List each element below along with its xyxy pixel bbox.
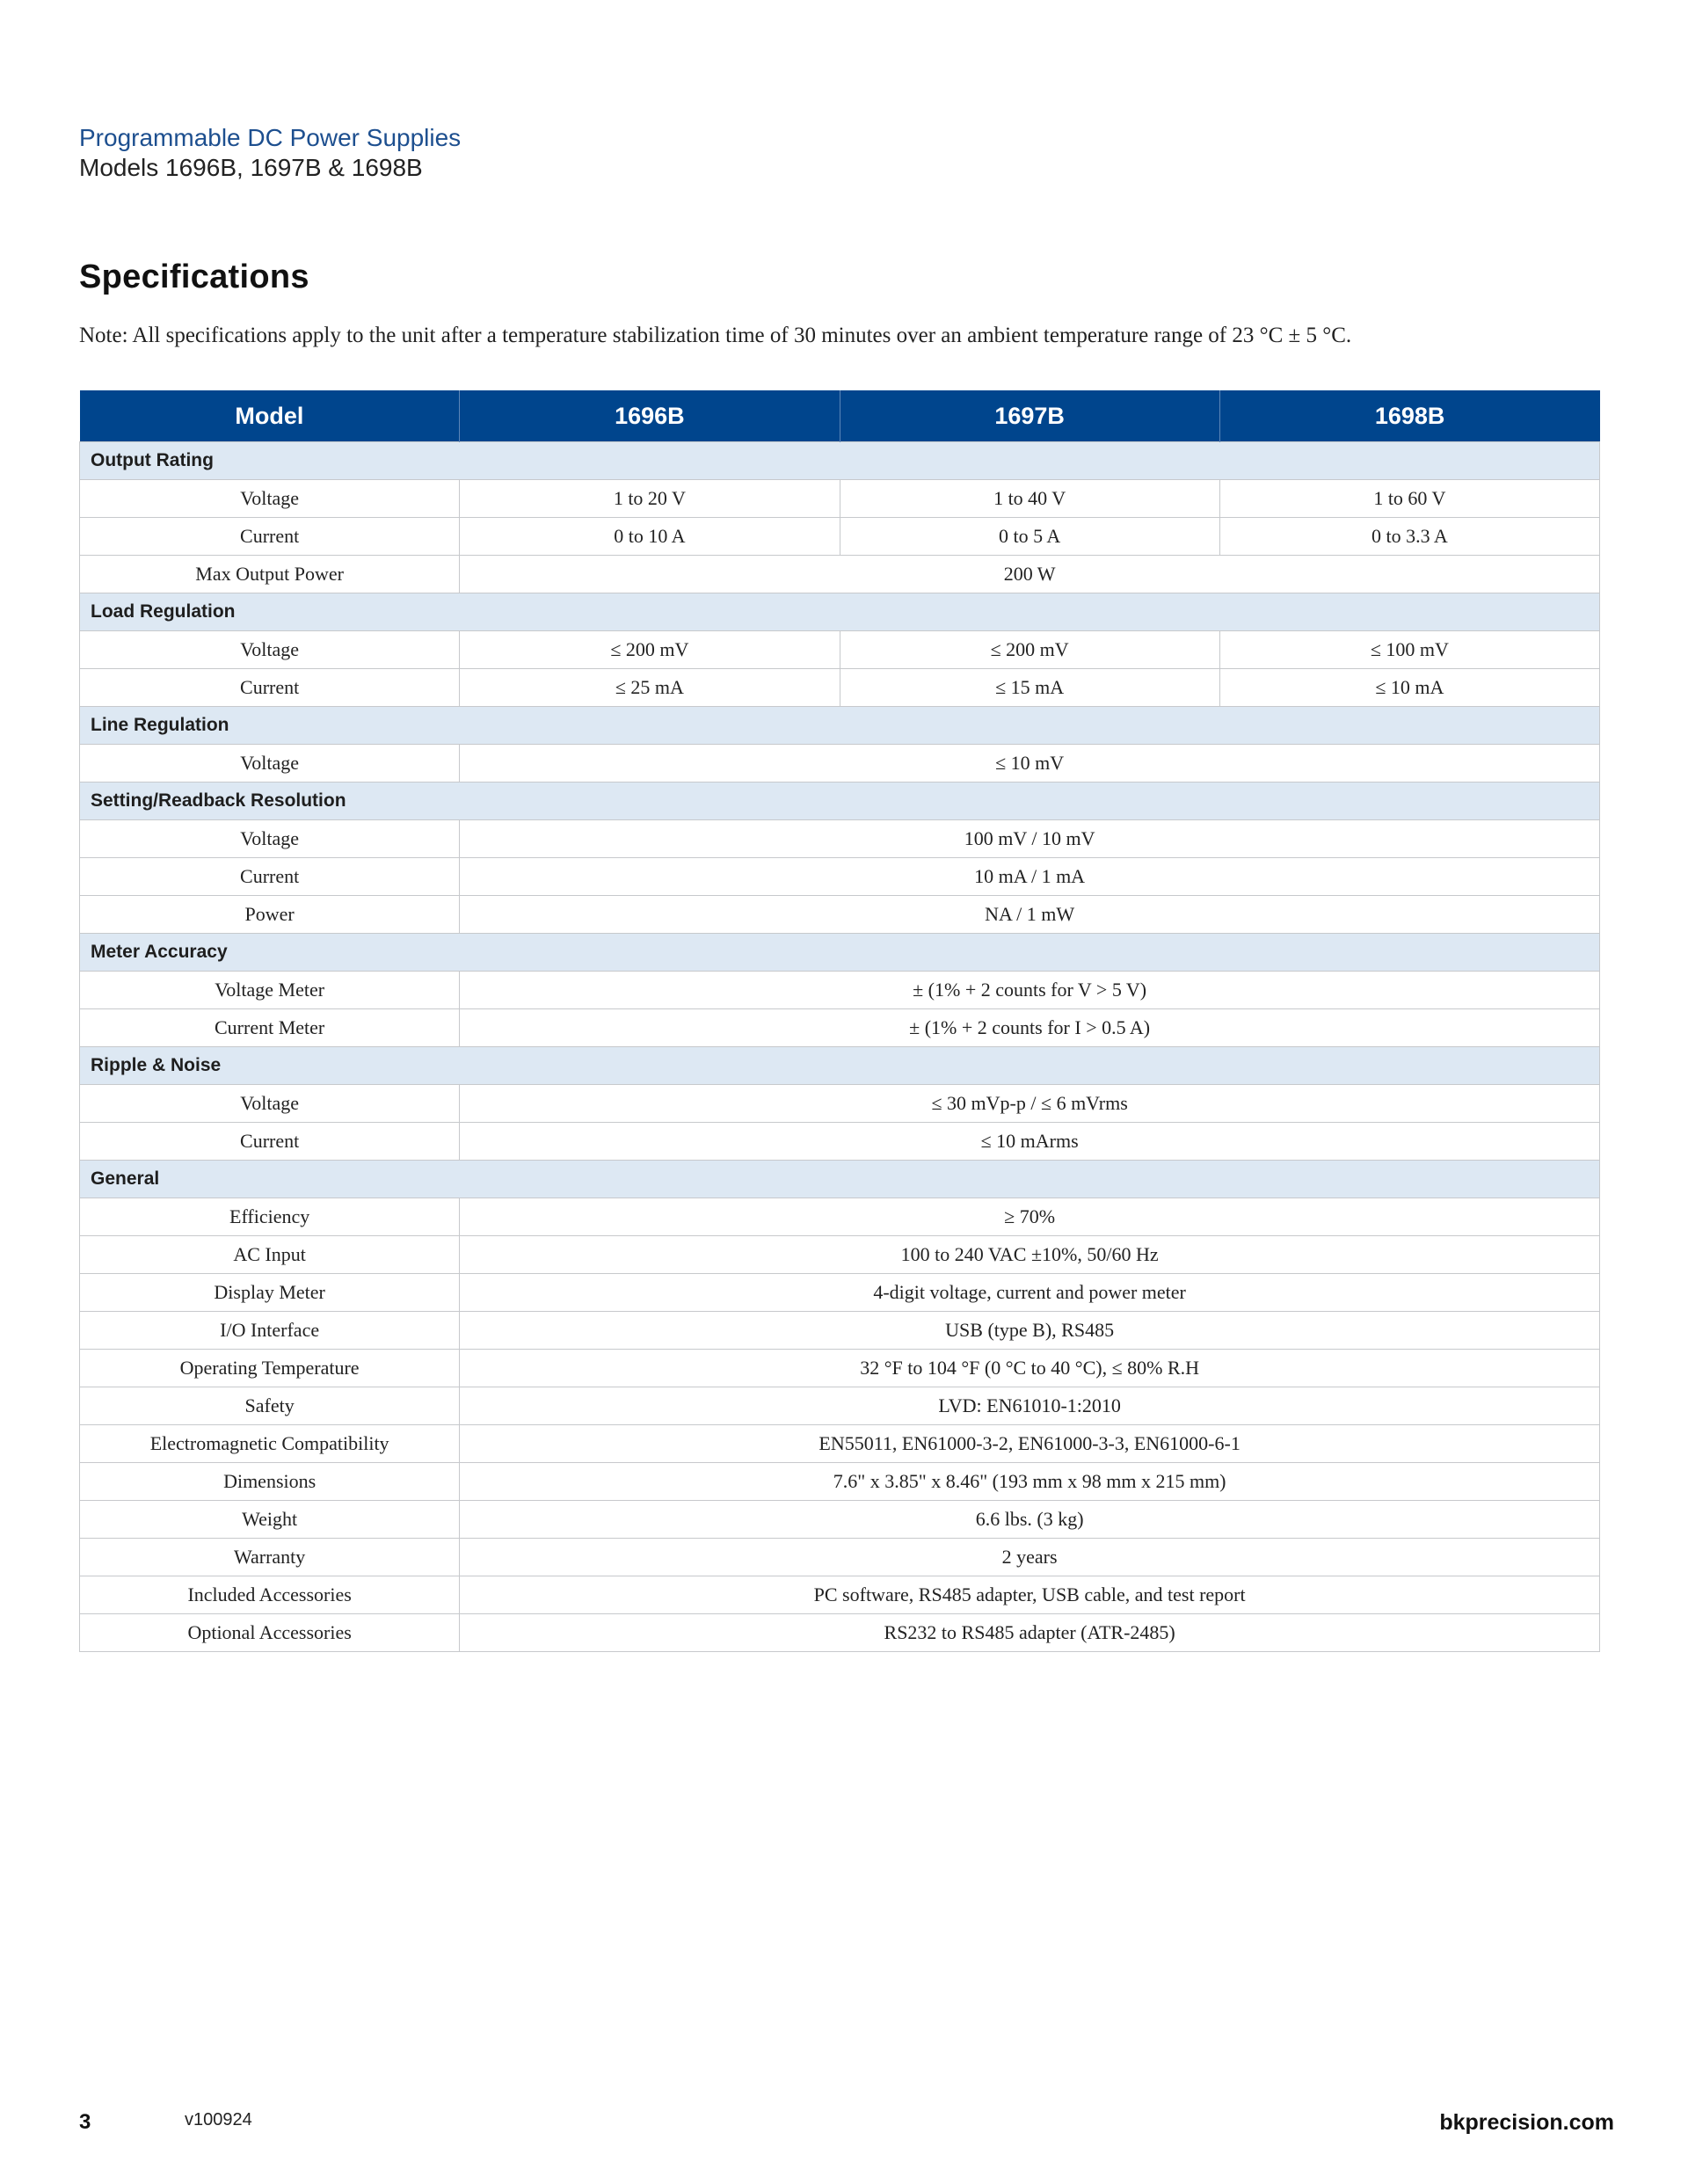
section-row xyxy=(80,1047,1600,1085)
spec-value: PC software, RS485 adapter, USB cable, and test report xyxy=(460,1576,1600,1614)
section-row xyxy=(80,1161,1600,1198)
spec-label: Current xyxy=(80,669,460,707)
spec-value: USB (type B), RS485 xyxy=(460,1312,1600,1350)
table-row xyxy=(80,896,1600,934)
page-title: Specifications xyxy=(79,258,309,295)
spec-value: 200 W xyxy=(460,556,1600,593)
spec-value: 6.6 lbs. (3 kg) xyxy=(460,1501,1600,1539)
spec-value: 32 °F to 104 °F (0 °C to 40 °C), ≤ 80% R.H xyxy=(460,1350,1600,1387)
spec-value: ≤ 25 mA xyxy=(460,669,840,707)
table-row xyxy=(80,1198,1600,1236)
column-header-1697b: 1697B xyxy=(840,390,1219,442)
page-number: 3 xyxy=(79,2110,91,2134)
spec-value: ≤ 200 mV xyxy=(460,631,840,669)
spec-value: LVD: EN61010-1:2010 xyxy=(460,1387,1600,1425)
spec-label: Current xyxy=(80,1123,460,1161)
spec-value: ≤ 200 mV xyxy=(840,631,1219,669)
section-row xyxy=(80,707,1600,745)
table-row xyxy=(80,480,1600,518)
spec-label: Efficiency xyxy=(80,1198,460,1236)
document-version: v100924 xyxy=(185,2110,252,2129)
spec-value: 4-digit voltage, current and power meter xyxy=(460,1274,1600,1312)
section-heading: Setting/Readback Resolution xyxy=(80,783,1600,820)
spec-label: Voltage xyxy=(80,480,460,518)
table-row xyxy=(80,1463,1600,1501)
spec-value: NA / 1 mW xyxy=(460,896,1600,934)
section-heading: Load Regulation xyxy=(80,593,1600,631)
table-row xyxy=(80,745,1600,783)
table-row xyxy=(80,1425,1600,1463)
spec-label: Warranty xyxy=(80,1539,460,1576)
section-row xyxy=(80,442,1600,480)
spec-label: Electromagnetic Compatibility xyxy=(80,1425,460,1463)
models-subtitle: Models 1696B, 1697B & 1698B xyxy=(79,154,423,181)
spec-value: ± (1% + 2 counts for V > 5 V) xyxy=(460,972,1600,1009)
table-row xyxy=(80,858,1600,896)
spec-label: Voltage xyxy=(80,631,460,669)
table-row xyxy=(80,1312,1600,1350)
spec-label: Current Meter xyxy=(80,1009,460,1047)
spec-value: ≤ 10 mV xyxy=(460,745,1600,783)
spec-value: 0 to 3.3 A xyxy=(1219,518,1599,556)
table-row xyxy=(80,1009,1600,1047)
table-row xyxy=(80,1576,1600,1614)
spec-label: Optional Accessories xyxy=(80,1614,460,1652)
table-header-row xyxy=(80,390,1600,442)
spec-value: ≤ 10 mArms xyxy=(460,1123,1600,1161)
table-row xyxy=(80,972,1600,1009)
spec-label: Current xyxy=(80,858,460,896)
spec-label: Operating Temperature xyxy=(80,1350,460,1387)
table-row xyxy=(80,820,1600,858)
spec-note: Note: All specifications apply to the unit after a temperature stabilization time of 30 minutes over an ambient temperature range of 23 °C ± 5 °C. xyxy=(79,324,1352,347)
table-row xyxy=(80,1274,1600,1312)
section-heading: Meter Accuracy xyxy=(80,934,1600,972)
section-heading: Line Regulation xyxy=(80,707,1600,745)
spec-value: 1 to 40 V xyxy=(840,480,1219,518)
column-header-1696b: 1696B xyxy=(460,390,840,442)
spec-value: ± (1% + 2 counts for I > 0.5 A) xyxy=(460,1009,1600,1047)
spec-label: Voltage xyxy=(80,1085,460,1123)
spec-value: 0 to 5 A xyxy=(840,518,1219,556)
document-header xyxy=(79,123,461,183)
spec-value: 100 mV / 10 mV xyxy=(460,820,1600,858)
spec-label: Voltage Meter xyxy=(80,972,460,1009)
website-link[interactable]: bkprecision.com xyxy=(1439,2110,1614,2135)
spec-value: ≤ 30 mVp-p / ≤ 6 mVrms xyxy=(460,1085,1600,1123)
spec-value: ≤ 100 mV xyxy=(1219,631,1599,669)
table-row xyxy=(80,1085,1600,1123)
section-heading: Ripple & Noise xyxy=(80,1047,1600,1085)
table-row xyxy=(80,1123,1600,1161)
section-heading: General xyxy=(80,1161,1600,1198)
table-row xyxy=(80,556,1600,593)
spec-value: 10 mA / 1 mA xyxy=(460,858,1600,896)
spec-label: Voltage xyxy=(80,745,460,783)
section-heading: Output Rating xyxy=(80,442,1600,480)
spec-label: Power xyxy=(80,896,460,934)
spec-value: ≤ 15 mA xyxy=(840,669,1219,707)
spec-label: Included Accessories xyxy=(80,1576,460,1614)
product-line-title: Programmable DC Power Supplies xyxy=(79,124,462,151)
specifications-table-body xyxy=(80,442,1600,1652)
section-row xyxy=(80,934,1600,972)
column-header-1698b: 1698B xyxy=(1219,390,1599,442)
table-row xyxy=(80,1501,1600,1539)
spec-label: Safety xyxy=(80,1387,460,1425)
spec-value: RS232 to RS485 adapter (ATR-2485) xyxy=(460,1614,1600,1652)
table-row xyxy=(80,1350,1600,1387)
table-row xyxy=(80,518,1600,556)
spec-value: 7.6" x 3.85" x 8.46" (193 mm x 98 mm x 215 mm) xyxy=(460,1463,1600,1501)
spec-label: Voltage xyxy=(80,820,460,858)
spec-label: Dimensions xyxy=(80,1463,460,1501)
spec-label: Current xyxy=(80,518,460,556)
spec-label: Max Output Power xyxy=(80,556,460,593)
spec-value: ≥ 70% xyxy=(460,1198,1600,1236)
spec-value: EN55011, EN61000-3-2, EN61000-3-3, EN61000-6-1 xyxy=(460,1425,1600,1463)
section-row xyxy=(80,593,1600,631)
specifications-table xyxy=(79,390,1600,1652)
table-row xyxy=(80,1614,1600,1652)
table-row xyxy=(80,1387,1600,1425)
table-row xyxy=(80,1539,1600,1576)
spec-value: 2 years xyxy=(460,1539,1600,1576)
spec-value: 1 to 60 V xyxy=(1219,480,1599,518)
spec-label: I/O Interface xyxy=(80,1312,460,1350)
spec-label: Weight xyxy=(80,1501,460,1539)
spec-value: 100 to 240 VAC ±10%, 50/60 Hz xyxy=(460,1236,1600,1274)
table-row xyxy=(80,1236,1600,1274)
spec-value: 0 to 10 A xyxy=(460,518,840,556)
table-row xyxy=(80,669,1600,707)
column-header-model: Model xyxy=(80,390,460,442)
spec-label: AC Input xyxy=(80,1236,460,1274)
spec-value: 1 to 20 V xyxy=(460,480,840,518)
spec-value: ≤ 10 mA xyxy=(1219,669,1599,707)
section-row xyxy=(80,783,1600,820)
spec-label: Display Meter xyxy=(80,1274,460,1312)
table-row xyxy=(80,631,1600,669)
